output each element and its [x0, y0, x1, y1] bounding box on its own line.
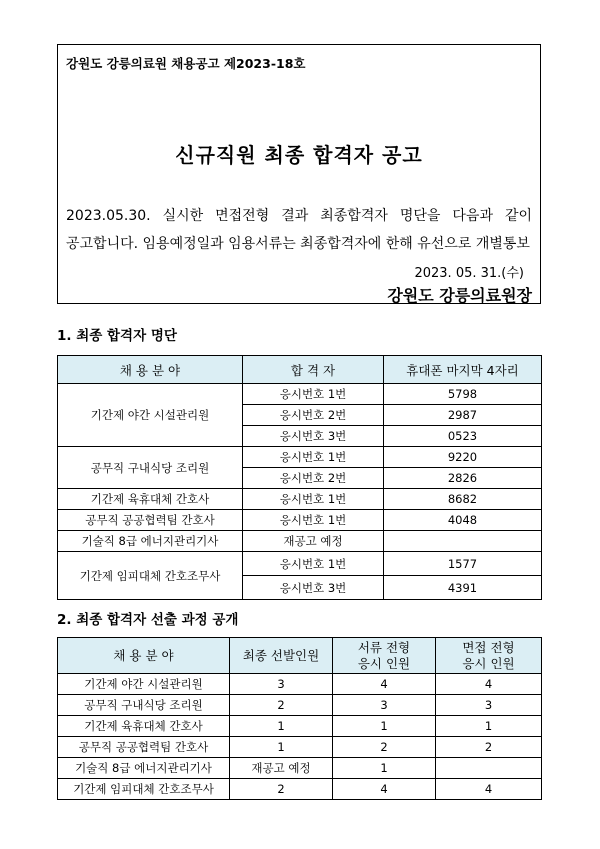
- section2-title: 2. 최종 합격자 선출 과정 공개: [57, 612, 239, 628]
- interview-count-cell: 4: [436, 779, 542, 800]
- phone-cell: 5798: [384, 384, 542, 405]
- interview-count-cell: [436, 758, 542, 779]
- table-row: [58, 716, 542, 737]
- candidate-cell: 응시번호 1번: [243, 489, 384, 510]
- candidate-cell: 응시번호 1번: [243, 552, 384, 576]
- candidate-cell: 응시번호 1번: [243, 510, 384, 531]
- table2-header-interview: [436, 638, 542, 674]
- field-cell: 공무직 공공협력팀 간호사: [58, 737, 230, 758]
- document-count-cell: 4: [333, 674, 436, 695]
- selection-process-table: [57, 637, 542, 800]
- phone-cell: 8682: [384, 489, 542, 510]
- phone-cell: 2826: [384, 468, 542, 489]
- table2-header-document: [333, 638, 436, 674]
- table-row: [58, 531, 542, 552]
- header-line: 채 용 분 야: [113, 647, 174, 663]
- notice-box: [57, 44, 541, 304]
- final-count-cell: 1: [230, 737, 333, 758]
- notice-body: 2023.05.30. 실시한 면접전형 결과 최종합격자 명단을 다음과 같이 공고합니다. 임용예정일과 임용서류는 최종합격자에 한해 유선으로 개별통보: [66, 208, 532, 252]
- table1-header-field: 채 용 분 야: [58, 356, 243, 384]
- document-count-cell: 1: [333, 716, 436, 737]
- final-candidates-table: [57, 355, 542, 600]
- field-cell: 기간제 임피대체 간호조무사: [58, 779, 230, 800]
- candidate-cell: 응시번호 3번: [243, 576, 384, 600]
- table2-header-field: [58, 638, 230, 674]
- header-line: 최종 선발인원: [242, 647, 320, 663]
- field-cell: 공무직 공공협력팀 간호사: [58, 510, 243, 531]
- field-cell: 공무직 구내식당 조리원: [58, 447, 243, 489]
- notice-title: 신규직원 최종 합격자 공고: [175, 143, 423, 167]
- header-line: 서류 전형: [357, 639, 411, 655]
- header-line: 응시 인원: [357, 655, 411, 671]
- field-cell: 기술직 8급 에너지관리기사: [58, 531, 243, 552]
- notice-date: 2023. 05. 31.(수): [414, 266, 524, 281]
- document-count-cell: 3: [333, 695, 436, 716]
- table-row: [58, 384, 542, 405]
- table-row: [58, 674, 542, 695]
- phone-cell: [384, 531, 542, 552]
- candidate-cell: 응시번호 2번: [243, 468, 384, 489]
- phone-cell: 0523: [384, 426, 542, 447]
- candidate-cell: 응시번호 3번: [243, 426, 384, 447]
- header-line: 면접 전형: [462, 639, 515, 655]
- interview-count-cell: 2: [436, 737, 542, 758]
- phone-cell: 4391: [384, 576, 542, 600]
- table-row: [58, 737, 542, 758]
- candidate-cell: 재공고 예정: [243, 531, 384, 552]
- field-cell: 기간제 육휴대체 간호사: [58, 489, 243, 510]
- final-count-cell: 재공고 예정: [230, 758, 333, 779]
- field-cell: 기간제 임피대체 간호조무사: [58, 552, 243, 600]
- table1-header-phone: 휴대폰 마지막 4자리: [384, 356, 542, 384]
- final-count-cell: 2: [230, 779, 333, 800]
- final-count-cell: 1: [230, 716, 333, 737]
- field-cell: 공무직 구내식당 조리원: [58, 695, 230, 716]
- table-row: [58, 552, 542, 576]
- interview-count-cell: 4: [436, 674, 542, 695]
- table2-header-final: [230, 638, 333, 674]
- section1-title: 1. 최종 합격자 명단: [57, 328, 177, 344]
- table1-header-candidate: 합 격 자: [243, 356, 384, 384]
- notice-issuer: 강원도 강릉의료원장: [387, 286, 532, 305]
- field-cell: 기간제 육휴대체 간호사: [58, 716, 230, 737]
- phone-cell: 2987: [384, 405, 542, 426]
- document-count-cell: 2: [333, 737, 436, 758]
- header-line: 응시 인원: [462, 655, 515, 671]
- candidate-cell: 응시번호 1번: [243, 447, 384, 468]
- phone-cell: 9220: [384, 447, 542, 468]
- table-row: [58, 510, 542, 531]
- table-row: [58, 779, 542, 800]
- phone-cell: 1577: [384, 552, 542, 576]
- field-cell: 기술직 8급 에너지관리기사: [58, 758, 230, 779]
- table-row: [58, 695, 542, 716]
- interview-count-cell: 1: [436, 716, 542, 737]
- final-count-cell: 3: [230, 674, 333, 695]
- field-cell: 기간제 야간 시설관리원: [58, 674, 230, 695]
- field-cell: 기간제 야간 시설관리원: [58, 384, 243, 447]
- interview-count-cell: 3: [436, 695, 542, 716]
- table-row: [58, 758, 542, 779]
- document-count-cell: 4: [333, 779, 436, 800]
- candidate-cell: 응시번호 2번: [243, 405, 384, 426]
- phone-cell: 4048: [384, 510, 542, 531]
- document-count-cell: 1: [333, 758, 436, 779]
- table-row: [58, 447, 542, 468]
- table-row: [58, 489, 542, 510]
- candidate-cell: 응시번호 1번: [243, 384, 384, 405]
- final-count-cell: 2: [230, 695, 333, 716]
- notice-headline: 강원도 강릉의료원 채용공고 제2023-18호: [66, 56, 306, 71]
